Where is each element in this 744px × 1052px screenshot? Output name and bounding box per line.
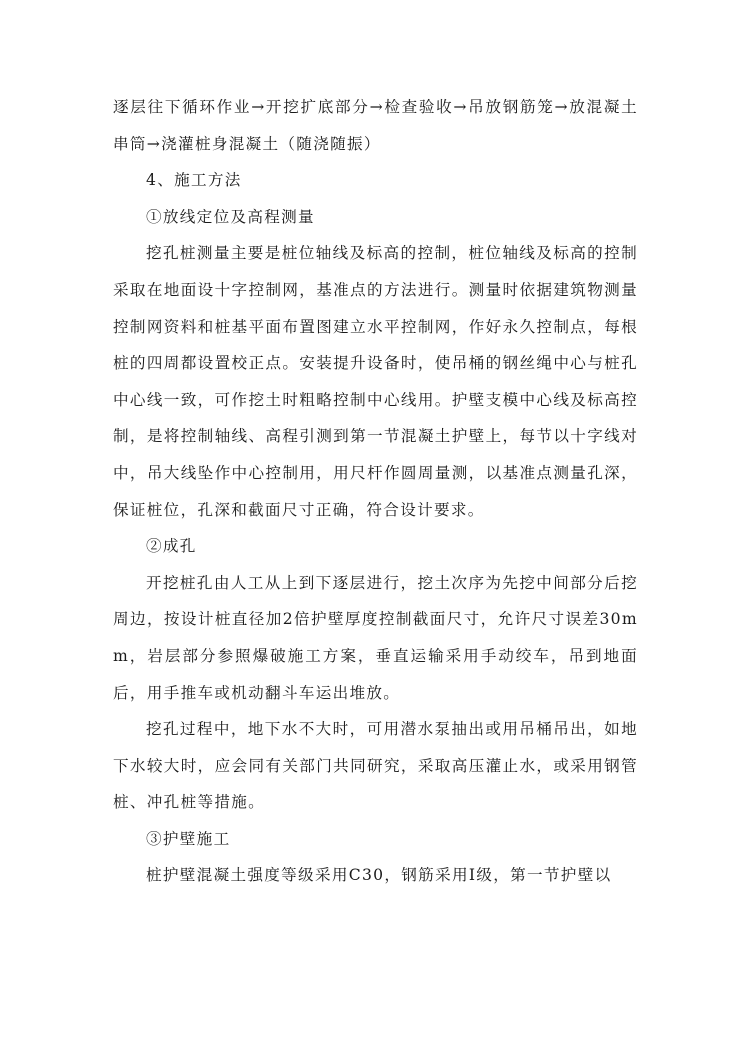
subsection-heading-retaining-wall: ③护壁施工 xyxy=(146,829,231,848)
subsection-heading-hole-forming: ②成孔 xyxy=(146,537,197,556)
paragraph-process-sequence: 逐层往下循环作业→开挖扩底部分→检查验收→吊放钢筋笼→放混凝土串筒→浇灌桩身混凝土（随浇随振） xyxy=(113,98,638,153)
paragraph-groundwater: 挖孔过程中，地下水不大时，可用潜水泵抽出或用吊桶吊出，如地下水较大时，应会同有关部门共同研究，采取高压灌止水，或采用钢管桩、冲孔桩等措施。 xyxy=(113,720,638,812)
section-heading-construction-method: 4、施工方法 xyxy=(146,171,242,190)
subsection-heading-survey: ①放线定位及高程测量 xyxy=(146,207,315,226)
paragraph-hole-forming: 开挖桩孔由人工从上到下逐层进行，挖土次序为先挖中间部分后挖周边，按设计桩直径加2倍护壁厚度控制截面尺寸，允许尺寸误差30mm，岩层部分参照爆破施工方案，垂直运输采用手动绞车，吊到地面后，用手推车或机动翻斗车运出堆放。 xyxy=(113,573,638,702)
paragraph-survey: 挖孔桩测量主要是桩位轴线及标高的控制，桩位轴线及标高的控制采取在地面设十字控制网，基准点的方法进行。测量时依据建筑物测量控制网资料和桩基平面布置图建立水平控制网，作好永久控制点，每根桩的四周都设置校正点。安装提升设备时，使吊桶的钢丝绳中心与桩孔中心线一致，可作挖土时粗略控制中心线用。护壁支模中心线及标高控制，是将控制轴线、高程引测到第一节混凝土护壁上，每节以十字线对中，吊大线坠作中心控制用，用尺杆作圆周量测，以基准点测量孔深，保证桩位，孔深和截面尺寸正确，符合设计要求。 xyxy=(113,244,638,519)
paragraph-retaining-wall: 桩护壁混凝土强度等级采用C30，钢筋采用Ⅰ级，第一节护壁以 xyxy=(146,866,612,885)
document-body xyxy=(113,89,638,894)
